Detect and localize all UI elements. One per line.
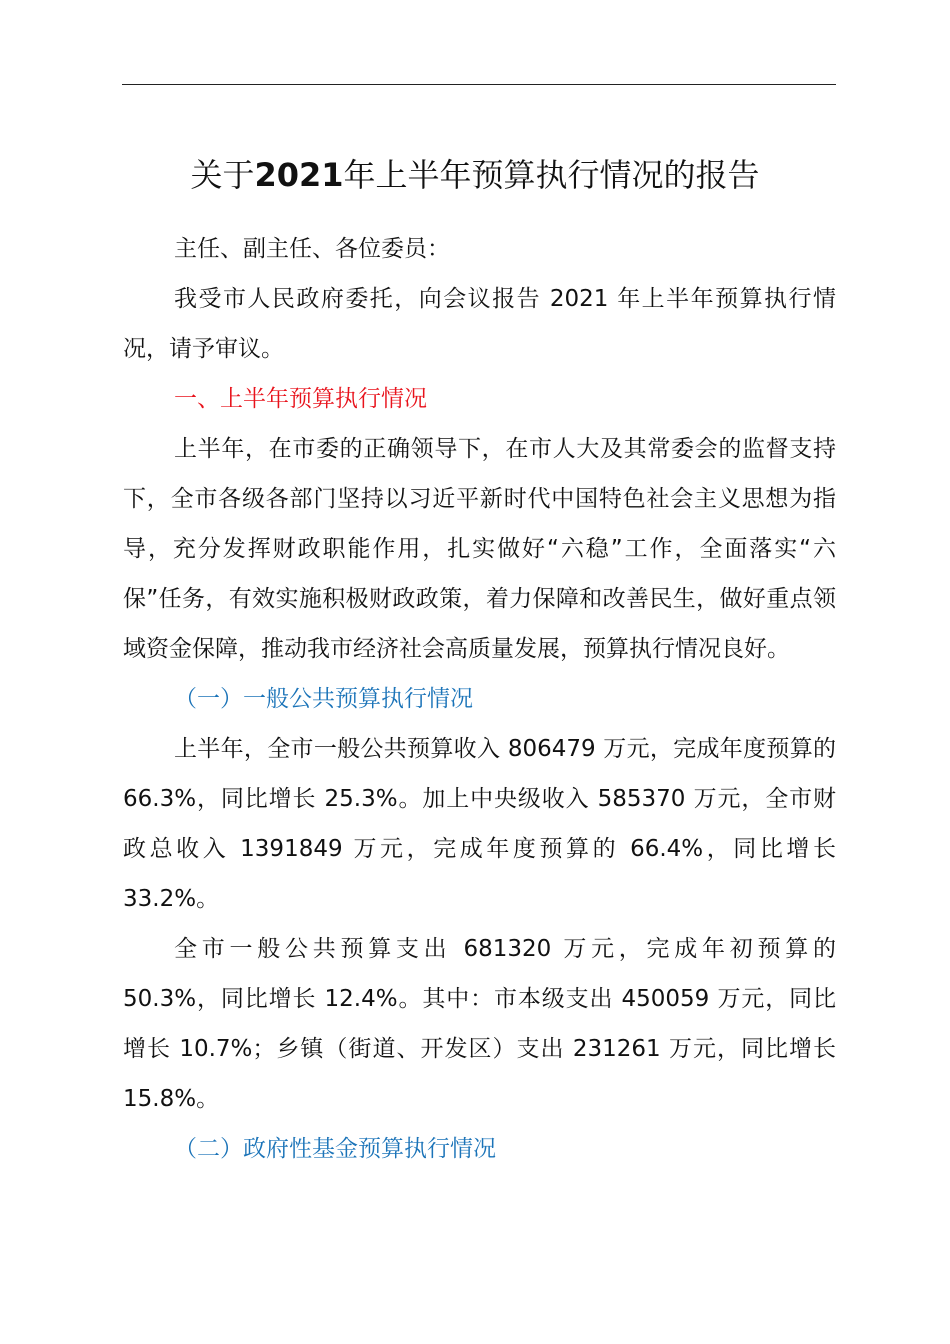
document-body	[123, 224, 836, 1174]
document-title	[0, 148, 950, 202]
subsection-heading-2: （二）政府性基金预算执行情况	[174, 1136, 496, 1162]
title-suffix: 年上半年预算执行情况的报告	[343, 156, 760, 194]
section-1-paragraph: 上半年，在市委的正确领导下，在市人大及其常委会的监督支持下，全市各级各部门坚持以习近平新时代中国特色社会主义思想为指导，充分发挥财政职能作用，扎实做好“六稳”工作，全面落实“六保”任务，有效实施积极财政政策，着力保障和改善民生，做好重点领域资金保障，推动我市经济社会高质量发展，预算执行情况良好。	[123, 436, 836, 662]
intro-paragraph: 我受市人民政府委托，向会议报告 2021 年上半年预算执行情况，请予审议。	[123, 286, 836, 362]
subsection-heading-1: （一）一般公共预算执行情况	[174, 686, 473, 712]
subsection-1-paragraph-1: 上半年，全市一般公共预算收入 806479 万元，完成年度预算的 66.3%，同比增长 25.3%。加上中央级收入 585370 万元，全市财政总收入 1391849 万元，完成年度预算的 66.4%，同比增长 33.2%。	[123, 736, 836, 912]
title-prefix: 关于	[190, 156, 255, 194]
header-rule	[122, 84, 836, 85]
section-heading-1: 一、上半年预算执行情况	[174, 386, 427, 412]
title-year: 2021	[254, 156, 344, 194]
subsection-1-paragraph-2: 全市一般公共预算支出 681320 万元，完成年初预算的 50.3%，同比增长 12.4%。其中：市本级支出 450059 万元，同比增长 10.7%；乡镇（街道、开发区）支出 231261 万元，同比增长 15.8%。	[123, 936, 836, 1112]
salutation: 主任、副主任、各位委员：	[174, 236, 450, 262]
